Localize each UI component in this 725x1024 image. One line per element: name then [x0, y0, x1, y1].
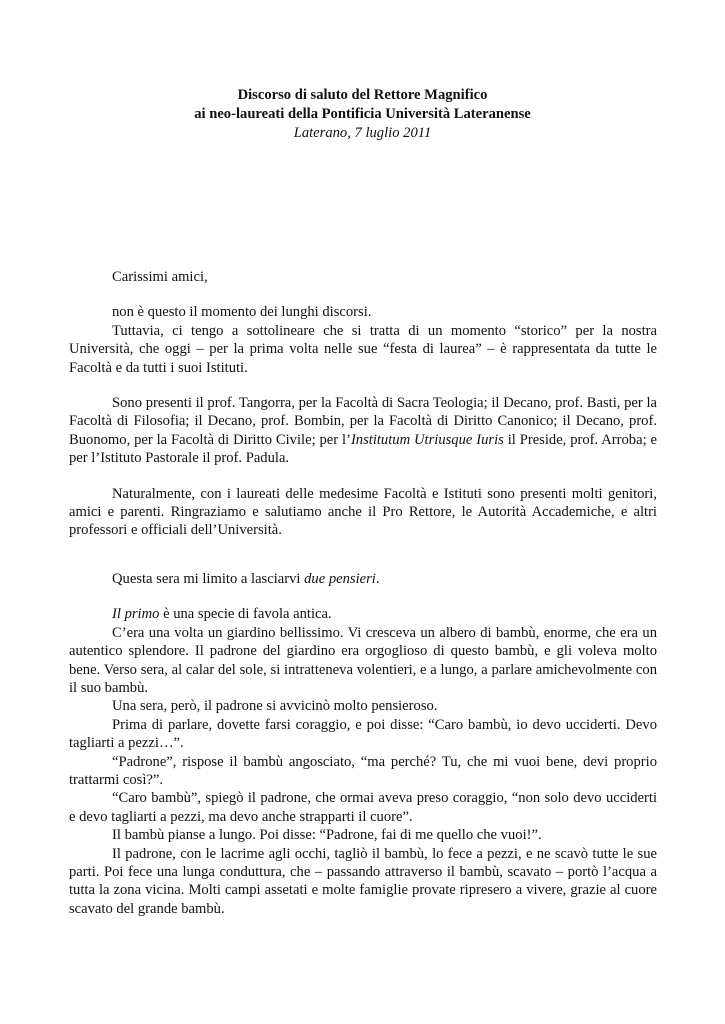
paragraph: C’era una volta un giardino bellissimo. Vi cresceva un albero di bambù, enorme, che era un autentico splendore. Il padrone del giardino era orgoglioso di questo bambù, e gli voleva molto bene. Verso sera, al calar del sole, si intratteneva volentieri, e a lungo, a parlare amichevolmente con il suo bambù.	[69, 624, 657, 696]
paragraph: “Padrone”, rispose il bambù angosciato, “ma perché? Tu, che mi vuoi bene, devi proprio trattarmi così?”.	[69, 753, 657, 788]
subtitle-line: ai neo-laureati della Pontificia Università Lateranense	[194, 106, 531, 122]
document-heading	[0, 86, 725, 143]
paragraph: non è questo il momento dei lunghi discorsi.	[112, 304, 372, 321]
paragraph: Il primo è una specie di favola antica.	[112, 606, 332, 623]
place-date-line: Laterano, 7 luglio 2011	[293, 125, 432, 141]
paragraph: Naturalmente, con i laureati delle medesime Facoltà e Istituti sono presenti molti genitori, amici e parenti. Ringraziamo e salutiamo anche il Pro Rettore, le Autorità Accademiche, e altri professori e officiali dell’Università.	[69, 485, 657, 539]
title-line: Discorso di saluto del Rettore Magnifico	[237, 87, 488, 103]
paragraph: Sono presenti il prof. Tangorra, per la Facoltà di Sacra Teologia; il Decano, prof. Basti, per la Facoltà di Filosofia; il Decano, prof. Bombin, per la Facoltà di Diritto Canonico; il Decano, prof. Buonomo, per la Facoltà di Diritto Civile; per l’Institutum Utriusque Iuris il Preside, prof. Arroba; e per l’Istituto Pastorale il prof. Padula.	[69, 395, 657, 467]
document-body	[69, 268, 657, 918]
paragraph: Il bambù pianse a lungo. Poi disse: “Padrone, fai di me quello che vuoi!”.	[112, 827, 542, 844]
paragraph: Il padrone, con le lacrime agli occhi, tagliò il bambù, lo fece a pezzi, e ne scavò tutte le sue parti. Poi fece una lunga conduttura, che – passando attraverso il bambù, scavato – portò l’acqua a tutta la zona vicina. Molti campi assetati e molte famiglie provate ripresero a vivere, grazie al cuore scavato del grande bambù.	[69, 845, 657, 917]
salutation: Carissimi amici,	[112, 269, 208, 285]
paragraph: Tuttavia, ci tengo a sottolineare che si tratta di un momento “storico” per la nostra Università, che oggi – per la prima volta nelle sue “festa di laurea” – è rappresentata da tutte le Facoltà e da tutti i suoi Istituti.	[69, 322, 657, 376]
paragraph: Questa sera mi limito a lasciarvi due pensieri.	[112, 570, 380, 587]
paragraph: Una sera, però, il padrone si avvicinò molto pensieroso.	[112, 698, 438, 715]
paragraph: Prima di parlare, dovette farsi coraggio, e poi disse: “Caro bambù, io devo ucciderti. Devo tagliarti a pezzi…”.	[69, 716, 657, 752]
paragraph: “Caro bambù”, spiegò il padrone, che ormai aveva preso coraggio, “non solo devo ucciderti e devo tagliarti a pezzi, ma devo anche strapparti il cuore”.	[69, 790, 657, 825]
